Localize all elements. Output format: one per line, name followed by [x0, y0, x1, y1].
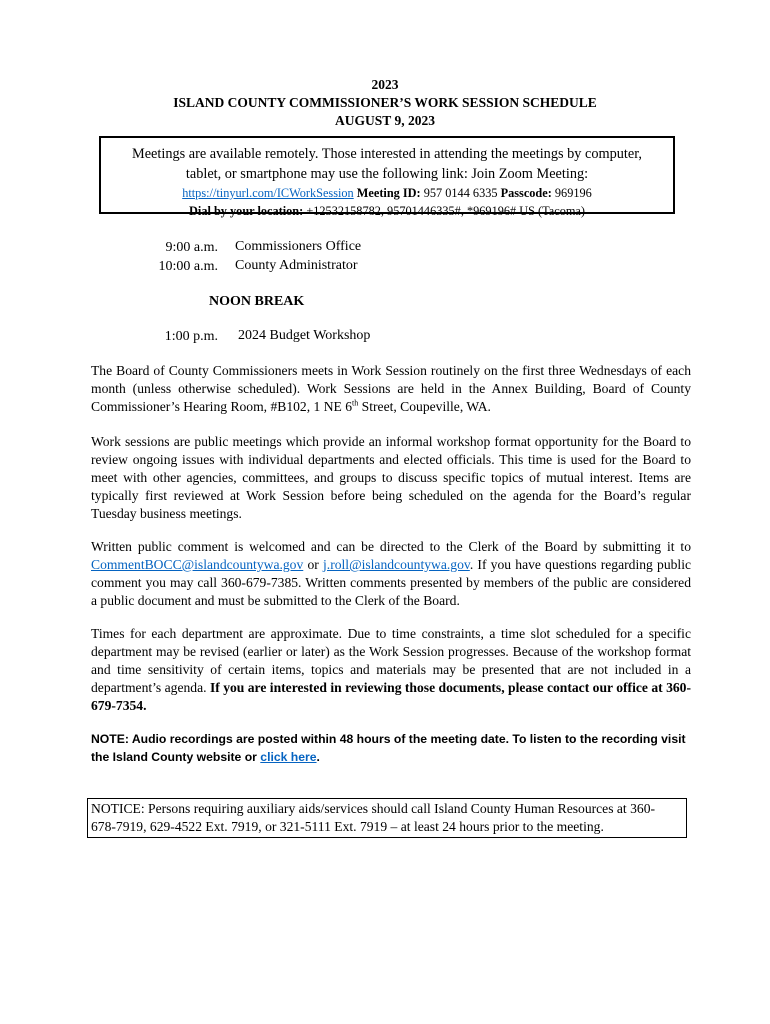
email-comment-bocc-link[interactable]: CommentBOCC@islandcountywa.gov	[91, 557, 304, 572]
schedule-time-1: 9:00 a.m.	[165, 240, 218, 255]
remote-line-1: Meetings are available remotely. Those interested in attending the meetings by computer,	[132, 146, 642, 162]
remote-meeting-box	[99, 136, 675, 218]
dial-numbers: +12532158782, 95701446335#, *969196# US (Tacoma)	[306, 204, 585, 218]
afternoon-time: 1:00 p.m.	[164, 329, 218, 344]
header-title: ISLAND COUNTY COMMISSIONER’S WORK SESSION SCHEDULE	[173, 95, 597, 110]
paragraph-times-approximate: Times for each department are approximate. Due to time constraints, a time slot scheduled for a specific department may be revised (earlier or later) as the Work Session progresses. Because of the workshop format and time sensitivity of certain items, topics and materials may be presented that are not included in a department’s agenda. If you are interested in reviewing those documents, please contact our office at 360-679-7354.	[91, 626, 691, 713]
meeting-id: 957 0144 6335	[423, 186, 498, 200]
schedule-item-2: County Administrator	[235, 258, 358, 273]
click-here-link[interactable]: click here	[260, 750, 317, 764]
paragraph-work-session-purpose: Work sessions are public meetings which provide an informal workshop format opportunity for the Board to review ongoing issues with individual departments and elected officials. This time is used for the Board to meet with other agencies, committees, and groups to discuss specific topics of mutual interest. Items are typically first reviewed at Work Session before being scheduled on the agenda for the Board’s regular Tuesday business meetings.	[91, 434, 691, 521]
paragraph-work-session-location: The Board of County Commissioners meets in Work Session routinely on the first three Wednesdays of each month (unless otherwise scheduled). Work Sessions are held in the Annex Building, Board of County Commissioner’s Hearing Room, #B102, 1 NE 6th Street, Coupeville, WA.	[91, 363, 691, 414]
schedule-item-1: Commissioners Office	[235, 239, 362, 254]
passcode-label: Passcode:	[500, 186, 552, 200]
audio-recordings-note: NOTE: Audio recordings are posted within 48 hours of the meeting date. To listen to the recording visit the Island County website or click here.	[91, 732, 686, 764]
remote-line-2: tablet, or smartphone may use the following link: Join Zoom Meeting:	[185, 166, 589, 182]
email-jroll-link[interactable]: j.roll@islandcountywa.gov	[323, 557, 470, 572]
dial-details	[101, 202, 673, 220]
zoom-details	[101, 184, 673, 202]
paragraph-public-comment: Written public comment is welcomed and can be directed to the Clerk of the Board by submitting it to CommentBOCC@islandcountywa.gov or j.roll@islandcountywa.gov. If you have questions regarding public comment you may call 360-679-7385. Written comments presented by members of the public are considered a public document and must be submitted to the Clerk of the Board.	[91, 539, 691, 608]
zoom-link[interactable]: https://tinyurl.com/ICWorkSession	[182, 186, 354, 200]
passcode: 969196	[554, 186, 592, 200]
header-year: 2023	[371, 77, 399, 92]
header-date: AUGUST 9, 2023	[335, 113, 435, 128]
notice-box: NOTICE: Persons requiring auxiliary aids/services should call Island County Human Resources at 360- 678-7919, 629-4522 Ext. 7919, or 321-5111 Ext. 7919 – at least 24 hours prior to the meeting.	[87, 798, 687, 838]
schedule-time-2: 10:00 a.m.	[158, 259, 218, 274]
dial-label: Dial by your location:	[189, 204, 304, 218]
noon-break: NOON BREAK	[209, 294, 305, 309]
afternoon-item: 2024 Budget Workshop	[238, 328, 371, 343]
meeting-id-label: Meeting ID:	[356, 186, 421, 200]
